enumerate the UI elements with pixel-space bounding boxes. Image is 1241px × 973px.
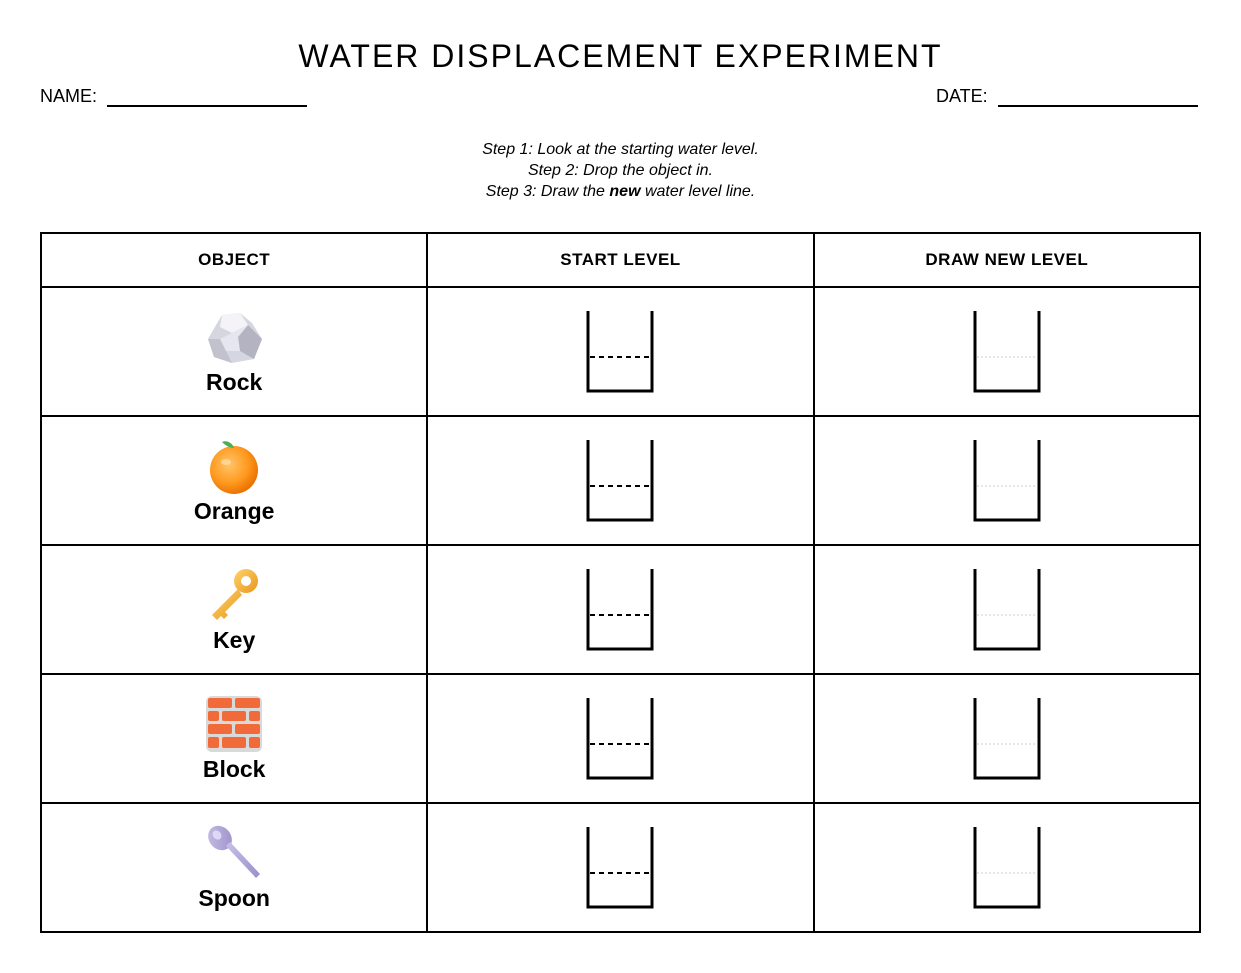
draw-level-cell[interactable] xyxy=(814,803,1200,932)
draw-level-cell[interactable] xyxy=(814,416,1200,545)
object-cell xyxy=(41,416,427,545)
object-label: Block xyxy=(202,756,266,782)
draw-level-cell[interactable] xyxy=(814,674,1200,803)
name-label: NAME: xyxy=(40,86,98,106)
object-label: Spoon xyxy=(198,885,270,911)
object-cell xyxy=(41,545,427,674)
experiment-table xyxy=(40,232,1201,933)
object-label: Orange xyxy=(193,498,275,524)
draw-level-cell[interactable] xyxy=(814,545,1200,674)
table-row xyxy=(41,674,1200,803)
start-level-cell xyxy=(427,416,813,545)
beaker-draw[interactable] xyxy=(972,567,1042,653)
name-field[interactable] xyxy=(40,86,307,107)
date-line[interactable] xyxy=(998,91,1198,107)
header-draw-new-level: DRAW NEW LEVEL xyxy=(814,233,1200,287)
beaker-draw[interactable] xyxy=(972,309,1042,395)
page-title: WATER DISPLACEMENT EXPERIMENT xyxy=(298,38,943,74)
beaker-start xyxy=(585,567,655,653)
object-label: Key xyxy=(213,627,256,653)
start-level-cell xyxy=(427,287,813,416)
table-row xyxy=(41,803,1200,932)
instruction-step-3: Step 3: Draw the new water level line. xyxy=(485,183,756,200)
instruction-step-2: Step 2: Drop the object in. xyxy=(528,162,713,179)
start-level-cell xyxy=(427,545,813,674)
brick-icon xyxy=(204,694,264,754)
orange-icon xyxy=(204,436,264,496)
start-level-cell xyxy=(427,674,813,803)
table-row xyxy=(41,287,1200,416)
object-cell xyxy=(41,287,427,416)
beaker-start xyxy=(585,825,655,911)
key-icon xyxy=(204,565,264,625)
draw-level-cell[interactable] xyxy=(814,287,1200,416)
date-label: DATE: xyxy=(936,86,988,106)
table-header-row xyxy=(41,233,1200,287)
name-line[interactable] xyxy=(107,91,307,107)
beaker-start xyxy=(585,696,655,782)
table-row xyxy=(41,416,1200,545)
table-row xyxy=(41,545,1200,674)
beaker-draw[interactable] xyxy=(972,696,1042,782)
rock-icon xyxy=(204,307,264,367)
object-cell xyxy=(41,674,427,803)
instructions xyxy=(0,139,1241,202)
beaker-draw[interactable] xyxy=(972,438,1042,524)
object-label: Rock xyxy=(206,369,263,395)
instruction-step-1: Step 1: Look at the starting water level. xyxy=(482,141,759,158)
spoon-icon xyxy=(204,823,264,883)
beaker-draw[interactable] xyxy=(972,825,1042,911)
beaker-start xyxy=(585,438,655,524)
header-start-level: START LEVEL xyxy=(427,233,813,287)
beaker-start xyxy=(585,309,655,395)
header-object: OBJECT xyxy=(41,233,427,287)
object-cell xyxy=(41,803,427,932)
start-level-cell xyxy=(427,803,813,932)
date-field[interactable] xyxy=(936,86,1198,107)
